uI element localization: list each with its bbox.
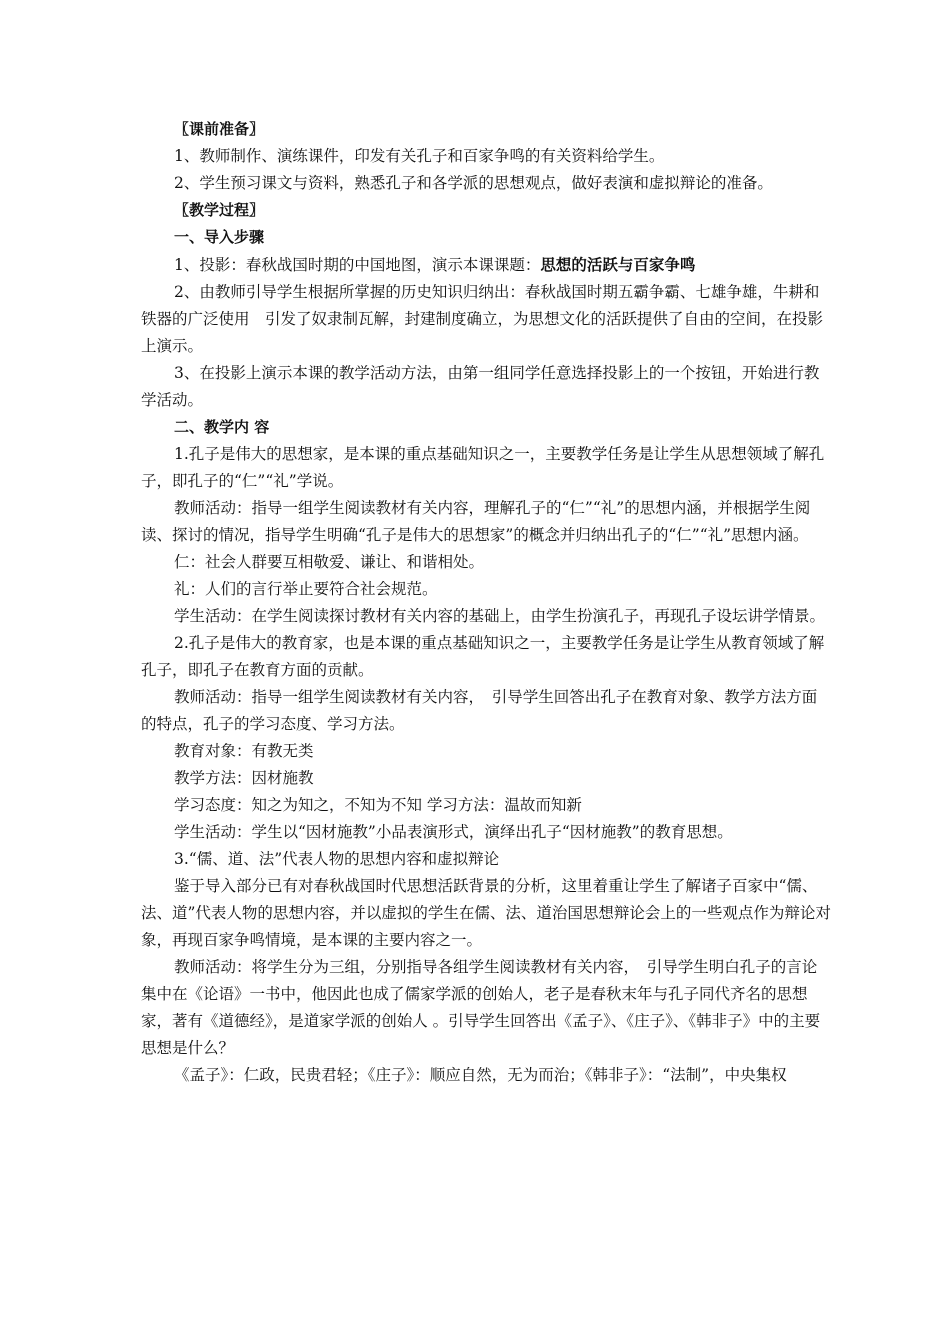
edu-method: 教学方法：因材施教 bbox=[174, 769, 314, 787]
step1-heading: 一、导入步骤 bbox=[174, 228, 265, 246]
study-attitude: 学习态度：知之为知之，不知为不知 学习方法：温故而知新 bbox=[174, 796, 582, 814]
content-1-teacher: 教师活动：指导一组学生阅读教材有关内容，理解孔子的“仁”“礼”的思想内涵，并根据学生阅读、探讨的情况，指导学生明确“孔子是伟大的思想家”的概念并归纳出孔子的“仁”“礼”思想内涵。 bbox=[141, 499, 811, 544]
content-3-text: 鉴于导入部分已有对春秋战国时代思想活跃背景的分析，这里着重让学生了解诸子百家中“儒、法、道”代表人物的思想内容，并以虚拟的学生在儒、法、道治国思想辩论会上的一些观点作为辩论对象，再现百家争鸣情境，是本课的主要内容之一。 bbox=[141, 877, 831, 949]
step2-heading: 二、教学内 容 bbox=[174, 418, 270, 436]
content-1-student: 学生活动：在学生阅读探讨教材有关内容的基础上，由学生扮演孔子，再现孔子设坛讲学情景。 bbox=[174, 607, 826, 625]
step1-item-3: 3、在投影上演示本课的教学活动方法，由第一组同学任意选择投影上的一个按钮，开始进行教学活动。 bbox=[141, 364, 820, 409]
process-heading: 〖教学过程〗 bbox=[174, 201, 265, 219]
document-body bbox=[141, 116, 831, 1089]
content-3: 3.“儒、道、法”代表人物的思想内容和虚拟辩论 bbox=[174, 850, 500, 868]
step1-item-2: 2、由教师引导学生根据所掌握的历史知识归纳出：春秋战国时期五霸争霸、七雄争雄，牛耕和铁器的广泛使用 引发了奴隶制瓦解，封建制度确立，为思想文化的活跃提供了自由的空间，在投影上演示。 bbox=[141, 283, 824, 355]
step1-item-1 bbox=[141, 251, 831, 279]
edu-object: 教育对象：有教无类 bbox=[174, 742, 314, 760]
li-definition: 礼：人们的言行举止要符合社会规范。 bbox=[174, 580, 438, 598]
content-1: 1.孔子是伟大的思想家，是本课的重点基础知识之一，主要教学任务是让学生从思想领域了解孔子，即孔子的“仁”“礼”学说。 bbox=[141, 445, 825, 490]
content-3-answer: 《孟子》：仁政，民贵君轻；《庄子》：顺应自然，无为而治；《韩非子》：“法制”，中央集权 bbox=[174, 1066, 787, 1084]
content-2: 2.孔子是伟大的教育家，也是本课的重点基础知识之一，主要教学任务是让学生从教育领域了解孔子，即孔子在教育方面的贡献。 bbox=[141, 634, 825, 679]
content-3-teacher: 教师活动：将学生分为三组，分别指导各组学生阅读教材有关内容， 引导学生明白孔子的言论集中在《论语》一书中，他因此也成了儒家学派的创始人，老子是春秋末年与孔子同代齐名的思想家，著有《道德经》，是道家学派的创始人 。引导学生回答出《孟子》、《庄子》、《韩非子》中的主要思想是什么？ bbox=[141, 958, 821, 1057]
ren-definition: 仁：社会人群要互相敬爱、谦让、和谐相处。 bbox=[174, 553, 485, 571]
prep-heading: 〖课前准备〗 bbox=[174, 120, 265, 138]
step1-item-1-text: 1、投影：春秋战国时期的中国地图，演示本课课题： bbox=[174, 256, 541, 274]
lesson-title: 思想的活跃与百家争鸣 bbox=[540, 255, 696, 274]
content-2-teacher: 教师活动：指导一组学生阅读教材有关内容， 引导学生回答出孔子在教育对象、教学方法方面的特点，孔子的学习态度、学习方法。 bbox=[141, 688, 818, 733]
prep-item-2: 2、学生预习课文与资料，熟悉孔子和各学派的思想观点，做好表演和虚拟辩论的准备。 bbox=[174, 174, 773, 192]
prep-item-1: 1、教师制作、演练课件，印发有关孔子和百家争鸣的有关资料给学生。 bbox=[174, 147, 665, 165]
content-2-student: 学生活动：学生以“因材施教”小品表演形式，演绎出孔子“因材施教”的教育思想。 bbox=[174, 823, 733, 841]
